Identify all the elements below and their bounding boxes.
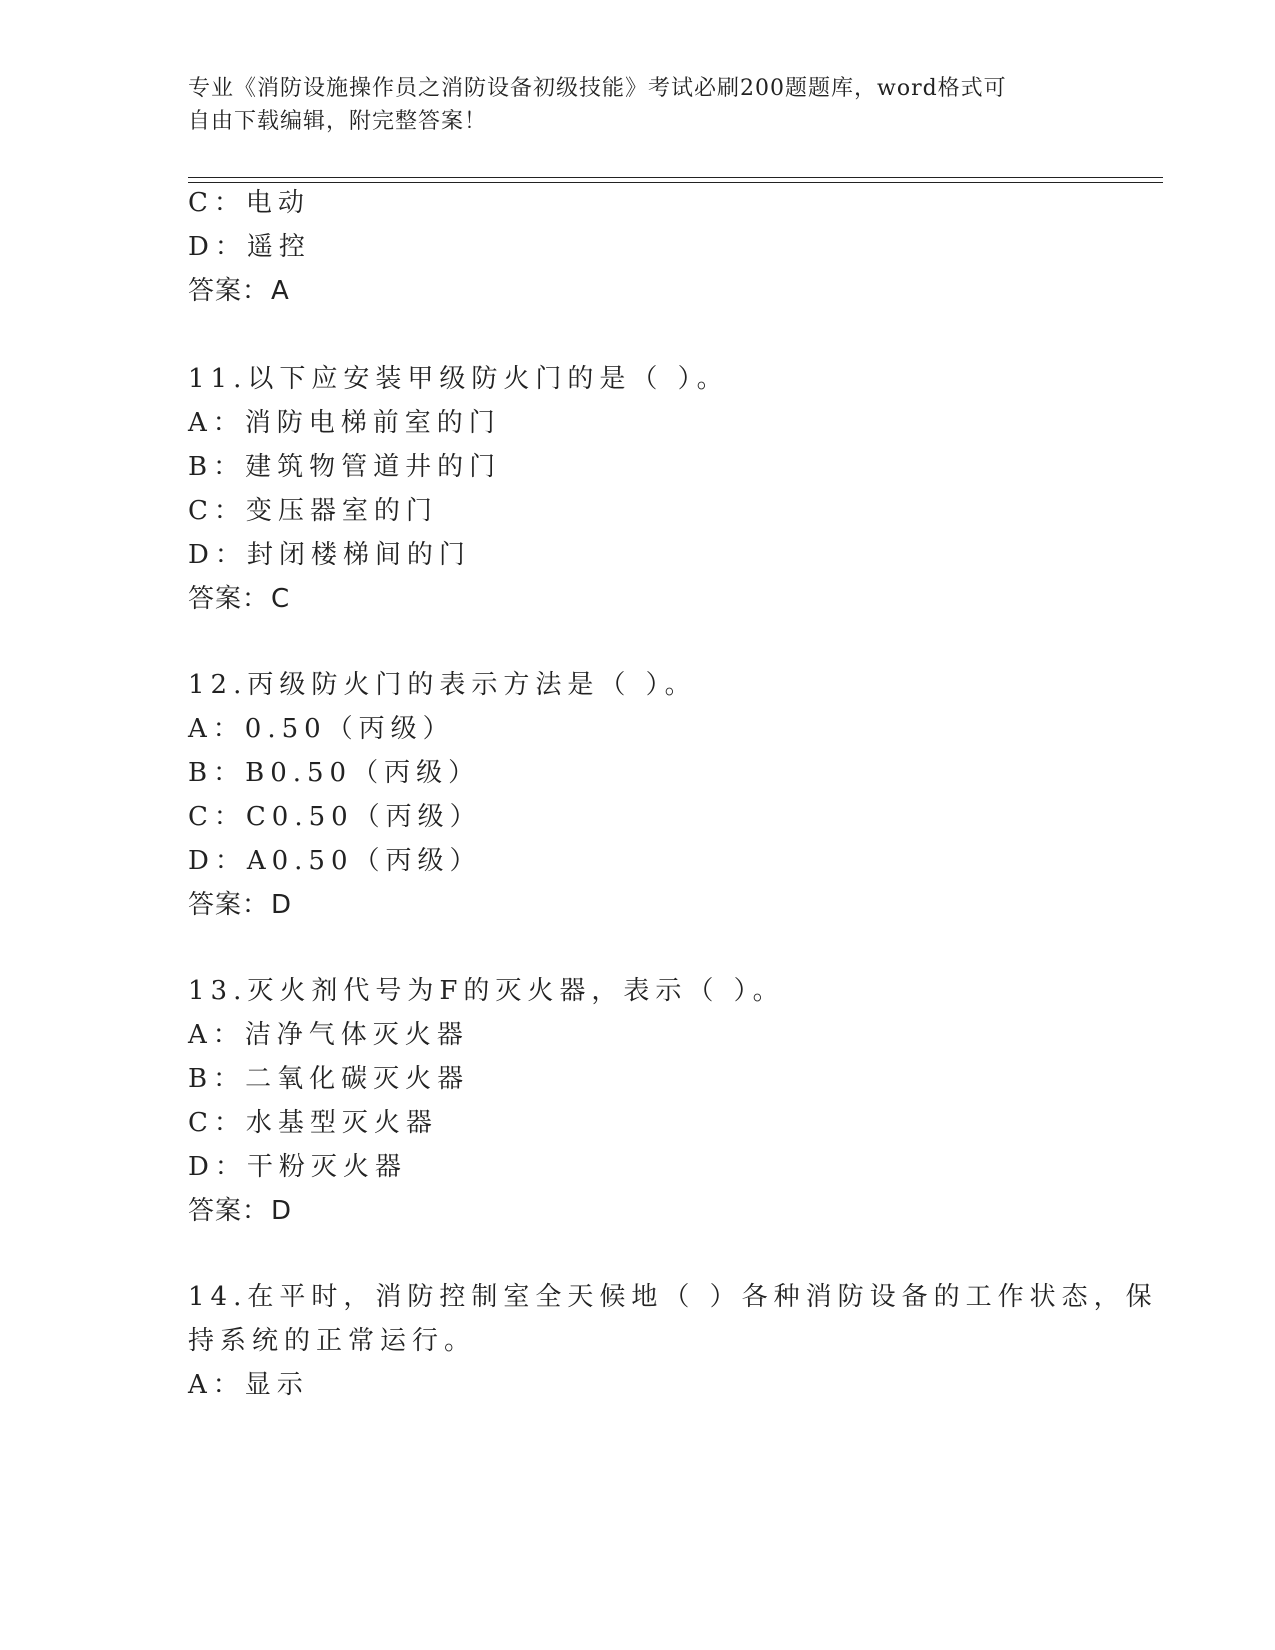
question-text-line-1: 14.在平时，消防控制室全天候地（ ）各种消防设备的工作状态，保	[188, 1282, 1158, 1312]
option-a: A：消防电梯前室的门	[188, 408, 501, 438]
option-a: A：显示	[188, 1370, 309, 1400]
option-c: C：C0.50（丙级）	[188, 802, 482, 832]
answer-line	[188, 276, 290, 306]
answer-label: 答案：	[188, 1196, 270, 1226]
option-c: C：变压器室的门	[188, 496, 438, 526]
answer-line	[188, 584, 290, 614]
answer-value: D	[271, 890, 293, 920]
answer-label: 答案：	[188, 890, 270, 920]
header-divider-top	[188, 177, 1163, 178]
option-a: A：洁净气体灭火器	[188, 1020, 469, 1050]
option-d: D：遥控	[188, 232, 311, 262]
answer-value: A	[271, 276, 290, 306]
answer-value: D	[271, 1196, 293, 1226]
header-divider-bottom	[188, 182, 1163, 183]
question-text: 13.灭火剂代号为F的灭火器，表示（ ）。	[188, 976, 785, 1006]
question-text: 11.以下应安装甲级防火门的是（ ）。	[188, 364, 729, 394]
answer-line	[188, 1196, 292, 1226]
answer-label: 答案：	[188, 276, 270, 306]
option-b: B：二氧化碳灭火器	[188, 1064, 470, 1094]
option-b: B：建筑物管道井的门	[188, 452, 502, 482]
question-text: 12.丙级防火门的表示方法是（ ）。	[188, 670, 697, 700]
option-a: A：0.50（丙级）	[188, 714, 455, 744]
answer-line	[188, 890, 292, 920]
option-d: D：封闭楼梯间的门	[188, 540, 471, 570]
answer-label: 答案：	[188, 584, 270, 614]
document-title-line-2: 自由下载编辑，附完整答案！	[188, 109, 488, 134]
document-title-line-1: 专业《消防设施操作员之消防设备初级技能》考试必刷200题题库，word格式可	[188, 76, 1007, 101]
answer-value: C	[271, 584, 291, 614]
question-text-line-2: 持系统的正常运行。	[188, 1326, 477, 1356]
option-d: D：A0.50（丙级）	[188, 846, 482, 876]
option-b: B：B0.50（丙级）	[188, 758, 481, 788]
option-d: D：干粉灭火器	[188, 1152, 407, 1182]
option-c: C：电动	[188, 188, 310, 218]
option-c: C：水基型灭火器	[188, 1108, 438, 1138]
document-title	[188, 72, 1088, 138]
